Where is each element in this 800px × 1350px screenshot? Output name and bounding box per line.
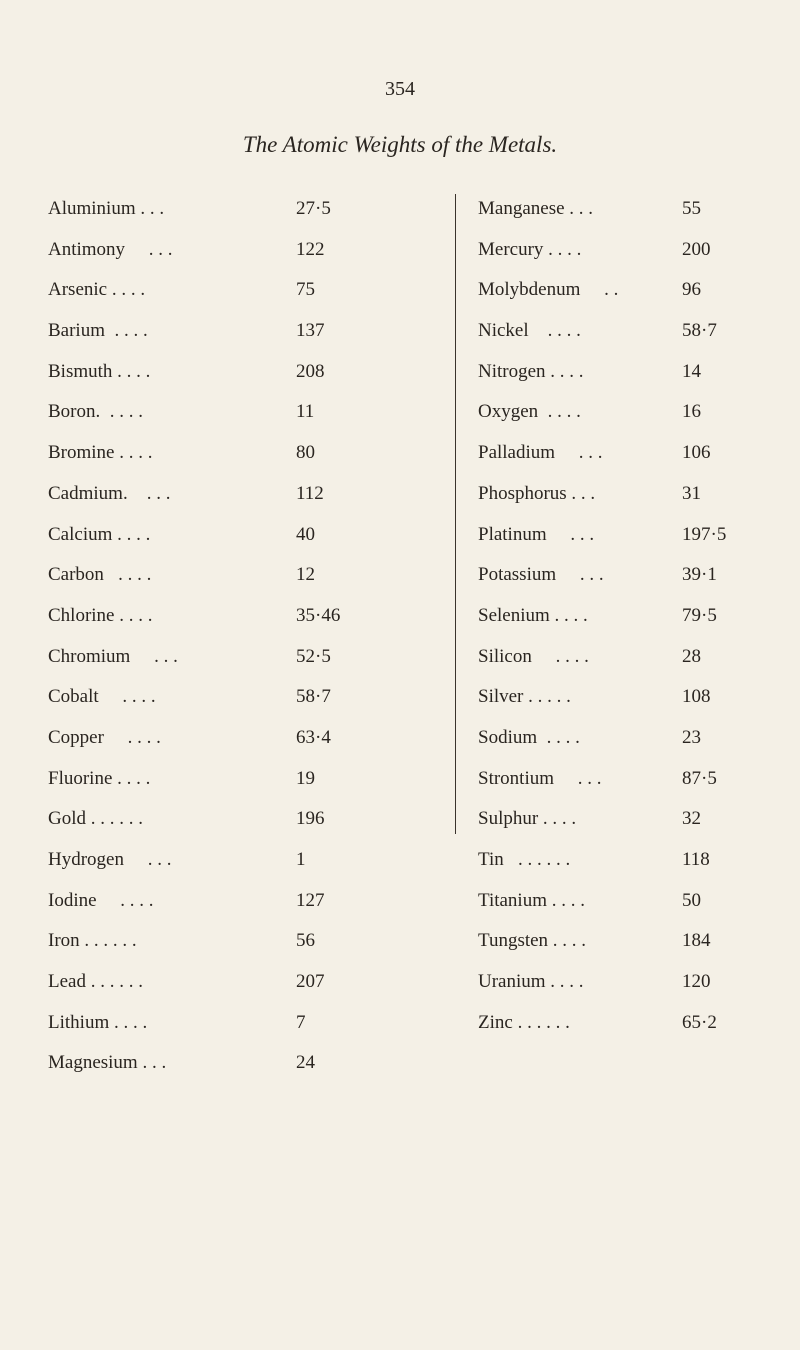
atomic-weight: 108 bbox=[682, 686, 711, 708]
element-row bbox=[478, 603, 778, 644]
atomic-weight: 58·7 bbox=[296, 686, 331, 708]
atomic-weight: 196 bbox=[296, 808, 325, 830]
element-name: Potassium . . . bbox=[478, 564, 604, 586]
atomic-weight: 40 bbox=[296, 523, 315, 545]
element-row bbox=[478, 766, 778, 807]
element-row bbox=[478, 277, 778, 318]
element-name: Strontium . . . bbox=[478, 767, 602, 789]
element-row bbox=[48, 277, 450, 318]
element-name: Chromium . . . bbox=[48, 645, 178, 667]
element-row bbox=[478, 440, 778, 481]
atomic-weight: 23 bbox=[682, 726, 701, 748]
element-row bbox=[478, 888, 778, 929]
element-name: Silver . . . . . bbox=[478, 686, 571, 708]
atomic-weight: 112 bbox=[296, 482, 324, 504]
element-row bbox=[478, 562, 778, 603]
element-name: Fluorine . . . . bbox=[48, 767, 151, 789]
element-name: Manganese . . . bbox=[478, 198, 594, 219]
element-row bbox=[48, 603, 450, 644]
element-name: Cadmium. . . . bbox=[48, 482, 171, 504]
element-name: Bismuth . . . . bbox=[48, 360, 151, 382]
element-row bbox=[478, 725, 778, 766]
atomic-weight: 122 bbox=[296, 238, 325, 260]
atomic-weight: 197·5 bbox=[682, 523, 727, 545]
element-name: Lithium . . . . bbox=[48, 1011, 148, 1033]
element-name: Lead . . . . . . bbox=[48, 971, 143, 993]
atomic-weight: 31 bbox=[682, 482, 701, 504]
element-row bbox=[48, 766, 450, 807]
atomic-weight: 75 bbox=[296, 279, 315, 301]
element-name: Bromine . . . . bbox=[48, 442, 153, 464]
element-name: Nickel . . . . bbox=[478, 320, 581, 342]
element-row bbox=[48, 318, 450, 359]
element-name: Nitrogen . . . . bbox=[478, 360, 584, 382]
atomic-weight: 106 bbox=[682, 442, 711, 464]
element-row bbox=[48, 847, 450, 888]
element-name: Carbon . . . . bbox=[48, 564, 152, 586]
element-row bbox=[48, 969, 450, 1010]
element-row bbox=[48, 237, 450, 278]
atomic-weight: 58·7 bbox=[682, 320, 717, 342]
column-divider bbox=[455, 194, 456, 834]
atomic-weight: 208 bbox=[296, 360, 325, 382]
element-name: Oxygen . . . . bbox=[478, 401, 581, 423]
atomic-weight: 11 bbox=[296, 401, 315, 423]
element-name: Iodine . . . . bbox=[48, 889, 154, 911]
element-row bbox=[48, 928, 450, 969]
element-row bbox=[478, 1010, 778, 1051]
element-row bbox=[48, 399, 450, 440]
element-name: Aluminium . . . bbox=[48, 198, 165, 219]
atomic-weight: 7 bbox=[296, 1011, 306, 1033]
element-name: Molybdenum . . bbox=[478, 279, 619, 301]
element-name: Silicon . . . . bbox=[478, 645, 589, 667]
element-row bbox=[478, 684, 778, 725]
element-row bbox=[48, 1010, 450, 1051]
atomic-weight: 63·4 bbox=[296, 726, 331, 748]
element-row bbox=[48, 684, 450, 725]
atomic-weight: 137 bbox=[296, 320, 325, 342]
atomic-weight: 79·5 bbox=[682, 604, 717, 626]
atomic-weight: 28 bbox=[682, 645, 701, 667]
element-row bbox=[48, 522, 450, 563]
element-name: Phosphorus . . . bbox=[478, 482, 596, 504]
element-row bbox=[48, 481, 450, 522]
atomic-weight: 87·5 bbox=[682, 767, 717, 789]
element-row bbox=[48, 644, 450, 685]
element-name: Mercury . . . . bbox=[478, 238, 582, 260]
atomic-weight: 12 bbox=[296, 564, 315, 586]
element-name: Palladium . . . bbox=[478, 442, 603, 464]
element-row bbox=[48, 562, 450, 603]
element-name: Selenium . . . . bbox=[478, 604, 588, 626]
atomic-weight: 14 bbox=[682, 360, 701, 382]
element-name: Cobalt . . . . bbox=[48, 686, 156, 708]
atomic-weight: 52·5 bbox=[296, 645, 331, 667]
atomic-weight: 127 bbox=[296, 889, 325, 911]
atomic-weight: 1 bbox=[296, 849, 306, 870]
atomic-weight: 120 bbox=[682, 971, 711, 993]
element-row bbox=[48, 1050, 450, 1091]
atomic-weight: 65·2 bbox=[682, 1011, 717, 1033]
atomic-weight: 200 bbox=[682, 238, 711, 260]
atomic-weight: 184 bbox=[682, 930, 711, 952]
element-name: Barium . . . . bbox=[48, 320, 148, 342]
element-row bbox=[478, 644, 778, 685]
element-name: Platinum . . . bbox=[478, 523, 595, 545]
element-row bbox=[478, 806, 778, 847]
page-number: 354 bbox=[385, 78, 415, 100]
atomic-weight: 39·1 bbox=[682, 564, 717, 586]
atomic-weight: 16 bbox=[682, 401, 701, 423]
element-row bbox=[478, 522, 778, 563]
element-row bbox=[478, 196, 778, 237]
element-name: Uranium . . . . bbox=[478, 971, 584, 993]
element-name: Iron . . . . . . bbox=[48, 930, 137, 952]
element-name: Sodium . . . . bbox=[478, 726, 580, 748]
atomic-weight: 207 bbox=[296, 971, 325, 993]
element-name: Arsenic . . . . bbox=[48, 279, 146, 301]
element-name: Tin . . . . . . bbox=[478, 849, 571, 870]
element-name: Zinc . . . . . . bbox=[478, 1011, 570, 1033]
element-name: Magnesium . . . bbox=[48, 1052, 167, 1074]
right-column bbox=[478, 196, 778, 1050]
atomic-weight: 19 bbox=[296, 767, 315, 789]
element-row bbox=[48, 359, 450, 400]
element-row bbox=[478, 237, 778, 278]
element-row bbox=[478, 359, 778, 400]
element-row bbox=[478, 928, 778, 969]
atomic-weight: 35·46 bbox=[296, 604, 341, 626]
atomic-weight: 27·5 bbox=[296, 198, 331, 219]
element-row bbox=[478, 318, 778, 359]
element-row bbox=[478, 969, 778, 1010]
element-row bbox=[478, 481, 778, 522]
element-row bbox=[48, 888, 450, 929]
element-name: Chlorine . . . . bbox=[48, 604, 153, 626]
element-name: Gold . . . . . . bbox=[48, 808, 143, 830]
element-row bbox=[478, 399, 778, 440]
atomic-weight: 55 bbox=[682, 198, 701, 219]
element-name: Copper . . . . bbox=[48, 726, 161, 748]
atomic-weight: 32 bbox=[682, 808, 701, 830]
element-name: Tungsten . . . . bbox=[478, 930, 587, 952]
atomic-weight: 50 bbox=[682, 889, 701, 911]
atomic-weight: 118 bbox=[682, 849, 710, 870]
element-name: Calcium . . . . bbox=[48, 523, 151, 545]
element-row bbox=[478, 847, 778, 888]
atomic-weight: 80 bbox=[296, 442, 315, 464]
atomic-weight: 56 bbox=[296, 930, 315, 952]
element-row bbox=[48, 440, 450, 481]
element-row bbox=[48, 196, 450, 237]
element-name: Titanium . . . . bbox=[478, 889, 585, 911]
element-row bbox=[48, 806, 450, 847]
atomic-weight: 96 bbox=[682, 279, 701, 301]
element-name: Sulphur . . . . bbox=[478, 808, 577, 830]
element-name: Hydrogen . . . bbox=[48, 849, 172, 870]
page-title: The Atomic Weights of the Metals. bbox=[242, 132, 558, 157]
element-name: Antimony . . . bbox=[48, 238, 173, 260]
atomic-weight: 24 bbox=[296, 1052, 315, 1074]
left-column bbox=[48, 196, 450, 1091]
element-name: Boron. . . . . bbox=[48, 401, 143, 423]
element-row bbox=[48, 725, 450, 766]
